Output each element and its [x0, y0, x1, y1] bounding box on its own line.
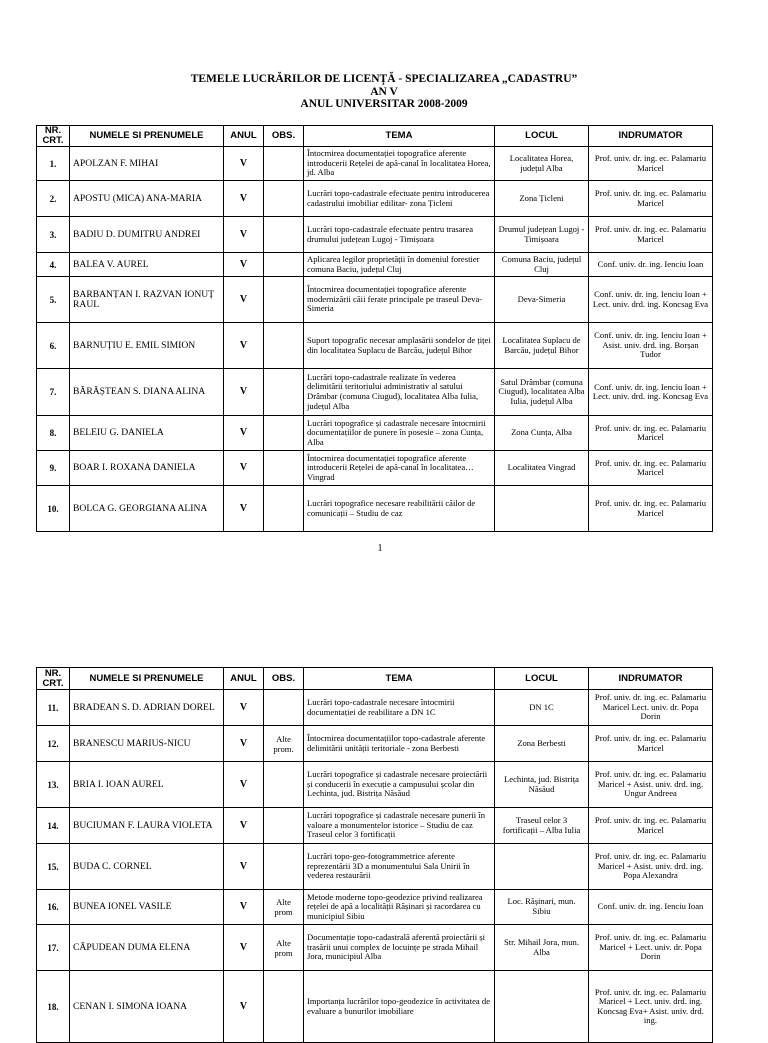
row-anul: V [224, 217, 264, 253]
row-anul: V [224, 147, 264, 181]
header-obs: OBS. [264, 126, 304, 147]
table-row [37, 147, 713, 181]
row-name: BOAR I. ROXANA DANIELA [70, 451, 224, 486]
row-name: BUNEA IONEL VASILE [70, 890, 224, 925]
row-obs [264, 181, 304, 217]
header-indrumator: INDRUMATOR [589, 126, 713, 147]
row-obs [264, 147, 304, 181]
row-obs: Alte prom. [264, 726, 304, 762]
row-tema: Lucrări topo-cadastrale efectuate pentru introducerea cadastrului imobiliar edilitar- zona Țicleni [304, 181, 495, 217]
row-locul: Satul Drâmbar (comuna Ciugud), localitatea Alba Iulia, județul Alba [495, 369, 589, 416]
row-tema: Metode moderne topo-geodezice privind realizarea rețelei de apă a localității Rășinari și racordarea cu municipiul Sibiu [304, 890, 495, 925]
table-row [37, 253, 713, 277]
row-nr: 2. [37, 181, 70, 217]
row-anul: V [224, 277, 264, 323]
row-name: APOLZAN F. MIHAI [70, 147, 224, 181]
row-anul: V [224, 323, 264, 369]
row-locul: Loc. Rășinari, mun. Sibiu [495, 890, 589, 925]
row-nr: 1. [37, 147, 70, 181]
row-locul: Deva-Simeria [495, 277, 589, 323]
row-tema: Întocmirea documentațiilor topo-cadastrale aferente delimitării unității teritoriale - zona Berbesti [304, 726, 495, 762]
row-anul: V [224, 369, 264, 416]
header-obs: OBS. [264, 668, 304, 690]
row-name: BELEIU G. DANIELA [70, 416, 224, 451]
row-locul: Localitatea Suplacu de Barcău, județul Bihor [495, 323, 589, 369]
row-anul: V [224, 690, 264, 726]
row-tema: Lucrări topo-cadastrale necesare întocmirii documentației de reabilitare a DN 1C [304, 690, 495, 726]
row-locul: Localitatea Vingrad [495, 451, 589, 486]
row-obs [264, 971, 304, 1043]
header-nr: NR. CRT. [37, 668, 70, 690]
row-obs [264, 323, 304, 369]
row-locul [495, 486, 589, 532]
header-indrumator: INDRUMATOR [589, 668, 713, 690]
table-row [37, 890, 713, 925]
row-locul [495, 844, 589, 890]
header-locul: LOCUL [495, 668, 589, 690]
table-row [37, 217, 713, 253]
row-anul: V [224, 486, 264, 532]
row-indrumator: Prof. univ. dr. ing. ec. Palamariu Maricel [589, 217, 713, 253]
row-anul: V [224, 808, 264, 844]
row-locul: DN 1C [495, 690, 589, 726]
row-tema: Întocmirea documentației topografice aferente introducerii Rețelei de apă-canal în localitatea Horea, jd. Alba [304, 147, 495, 181]
row-nr: 10. [37, 486, 70, 532]
row-tema: Lucrări topografice și cadastrale necesare proiectării și conducerii în execuție a campusului școlar din Lechinta, jud. Bistrița Năsăud [304, 762, 495, 808]
row-indrumator: Prof. univ. dr. ing. ec. Palamariu Maricel [589, 486, 713, 532]
row-nr: 8. [37, 416, 70, 451]
row-nr: 7. [37, 369, 70, 416]
row-anul: V [224, 762, 264, 808]
row-indrumator: Prof. univ. dr. ing. ec. Palamariu Maricel + Asist. univ. drd. ing. Ungur Andreea [589, 762, 713, 808]
page-number: 1 [377, 543, 383, 554]
row-nr: 6. [37, 323, 70, 369]
row-obs: Alte prom [264, 925, 304, 971]
title-line-1: TEMELE LUCRĂRILOR DE LICENȚĂ - SPECIALIZAREA „CADASTRU” [190, 73, 578, 85]
row-anul: V [224, 726, 264, 762]
row-anul: V [224, 181, 264, 217]
row-obs [264, 217, 304, 253]
header-name: NUMELE SI PRENUMELE [70, 668, 224, 690]
header-locul: LOCUL [495, 126, 589, 147]
row-locul: Lechinta, jud. Bistrița Năsăud [495, 762, 589, 808]
row-tema: Întocmirea documentației topografice aferente modernizării căii ferate principale pe traseul Deva-Simeria [304, 277, 495, 323]
row-indrumator: Prof. univ. dr. ing. ec. Palamariu Maricel [589, 451, 713, 486]
row-tema: Suport topografic necesar amplasării sondelor de țiței din localitatea Suplacu de Barcău, județul Bihor [304, 323, 495, 369]
row-nr: 14. [37, 808, 70, 844]
row-indrumator: Prof. univ. dr. ing. ec. Palamariu Maricel [589, 808, 713, 844]
row-name: BALEA V. AUREL [70, 253, 224, 277]
row-locul [495, 971, 589, 1043]
row-obs [264, 808, 304, 844]
row-nr: 9. [37, 451, 70, 486]
row-nr: 12. [37, 726, 70, 762]
table-row [37, 690, 713, 726]
header-tema: TEMA [304, 126, 495, 147]
row-indrumator: Prof. univ. dr. ing. ec. Palamariu Maricel + Lect. univ. dr. Popa Dorin [589, 925, 713, 971]
row-name: BRIA I. IOAN AUREL [70, 762, 224, 808]
row-anul: V [224, 844, 264, 890]
row-anul: V [224, 451, 264, 486]
row-anul: V [224, 416, 264, 451]
row-locul: Zona Cunța, Alba [495, 416, 589, 451]
row-indrumator: Prof. univ. dr. ing. ec. Palamariu Maricel + Asist. univ. drd. ing. Popa Alexandra [589, 844, 713, 890]
row-obs: Alte prom [264, 890, 304, 925]
table-row [37, 323, 713, 369]
row-locul: Drumul județean Lugoj - Timișoara [495, 217, 589, 253]
row-tema: Lucrări topografice necesare reabilitării căilor de comunicații – Studiu de caz [304, 486, 495, 532]
thesis-table-page-2 [36, 667, 713, 1043]
row-indrumator: Prof. univ. dr. ing. ec. Palamariu Maricel [589, 181, 713, 217]
row-tema: Aplicarea legilor proprietății în domeniul forestier comuna Baciu, județul Cluj [304, 253, 495, 277]
row-indrumator: Prof. univ. dr. ing. ec. Palamariu Maricel Lect. univ. dr. Popa Dorin [589, 690, 713, 726]
row-obs [264, 762, 304, 808]
table-row [37, 925, 713, 971]
row-nr: 16. [37, 890, 70, 925]
row-indrumator: Conf. univ. dr. ing. Ienciu Ioan [589, 890, 713, 925]
title-line-3: ANUL UNIVERSITAR 2008-2009 [300, 98, 468, 110]
table-row [37, 971, 713, 1043]
header-anul: ANUL [224, 126, 264, 147]
row-nr: 3. [37, 217, 70, 253]
row-tema: Documentație topo-cadastrală aferentă proiectării și trasării unui complex de locuințe pe strada Mihail Jora, municipiul Alba [304, 925, 495, 971]
row-tema: Lucrări topografice și cadastrale necesare întocmirii documentațiilor de punere în posesie – zona Cunța, Alba [304, 416, 495, 451]
row-obs [264, 451, 304, 486]
row-anul: V [224, 890, 264, 925]
table-row [37, 369, 713, 416]
row-anul: V [224, 925, 264, 971]
header-anul: ANUL [224, 668, 264, 690]
row-name: BUDA C. CORNEL [70, 844, 224, 890]
row-obs [264, 690, 304, 726]
table-row [37, 416, 713, 451]
row-locul: Localitatea Horea, județul Alba [495, 147, 589, 181]
row-indrumator: Conf. univ. dr. ing. Ienciu Ioan [589, 253, 713, 277]
row-indrumator: Conf. univ. dr. ing. Ienciu Ioan + Asist. univ. drd. ing. Borșan Tudor [589, 323, 713, 369]
row-indrumator: Conf. univ. dr. ing. Ienciu Ioan + Lect. univ. drd. ing. Koncsag Eva [589, 369, 713, 416]
row-obs [264, 486, 304, 532]
row-nr: 4. [37, 253, 70, 277]
row-anul: V [224, 253, 264, 277]
thesis-table-page-1 [36, 125, 713, 532]
row-tema: Lucrări topografice și cadastrale necesare punerii în valoare a monumentelor istorice – Studiu de caz Traseul celor 3 fortificații [304, 808, 495, 844]
row-name: BARNUȚIU E. EMIL SIMION [70, 323, 224, 369]
title-line-2: AN V [370, 85, 398, 98]
row-locul: Comuna Baciu, județul Cluj [495, 253, 589, 277]
row-nr: 17. [37, 925, 70, 971]
table-row [37, 726, 713, 762]
row-name: BARBANȚAN I. RAZVAN IONUȚ RAUL [70, 277, 224, 323]
row-name: CĂPUDEAN DUMA ELENA [70, 925, 224, 971]
table-row [37, 451, 713, 486]
header-tema: TEMA [304, 668, 495, 690]
row-obs [264, 416, 304, 451]
table-row [37, 762, 713, 808]
row-indrumator: Prof. univ. dr. ing. ec. Palamariu Maricel [589, 726, 713, 762]
row-nr: 15. [37, 844, 70, 890]
row-name: BADIU D. DUMITRU ANDREI [70, 217, 224, 253]
row-tema: Lucrări topo-cadastrale efectuate pentru trasarea drumului județean Lugoj - Timișoara [304, 217, 495, 253]
row-name: APOSTU (MICA) ANA-MARIA [70, 181, 224, 217]
row-nr: 5. [37, 277, 70, 323]
header-name: NUMELE SI PRENUMELE [70, 126, 224, 147]
row-name: BRADEAN S. D. ADRIAN DOREL [70, 690, 224, 726]
row-locul: Str. Mihail Jora, mun. Alba [495, 925, 589, 971]
row-tema: Lucrări topo-geo-fotogrammetrice aferente reprezentării 3D a monumentului Sala Unirii în vederea restaurării [304, 844, 495, 890]
document-title [0, 73, 768, 111]
header-row [37, 126, 713, 147]
row-nr: 18. [37, 971, 70, 1043]
row-name: BRANESCU MARIUS-NICU [70, 726, 224, 762]
row-locul: Zona Țicleni [495, 181, 589, 217]
row-obs [264, 369, 304, 416]
row-anul: V [224, 971, 264, 1043]
table-row [37, 486, 713, 532]
header-nr: NR. CRT. [37, 126, 70, 147]
row-indrumator: Conf. univ. dr. ing. Ienciu Ioan + Lect. univ. drd. ing. Koncsag Eva [589, 277, 713, 323]
table-row [37, 181, 713, 217]
row-indrumator: Prof. univ. dr. ing. ec. Palamariu Maricel + Lect. univ. drd. ing. Koncsag Eva+ Asist. univ. drd. ing. [589, 971, 713, 1043]
row-name: BUCIUMAN F. LAURA VIOLETA [70, 808, 224, 844]
row-name: BĂRĂȘTEAN S. DIANA ALINA [70, 369, 224, 416]
table-row [37, 808, 713, 844]
row-locul: Zona Berbesti [495, 726, 589, 762]
row-obs [264, 253, 304, 277]
table-row [37, 844, 713, 890]
row-locul: Traseul celor 3 fortificații – Alba Iulia [495, 808, 589, 844]
row-name: BOLCA G. GEORGIANA ALINA [70, 486, 224, 532]
row-nr: 13. [37, 762, 70, 808]
header-row [37, 668, 713, 690]
row-indrumator: Prof. univ. dr. ing. ec. Palamariu Maricel [589, 416, 713, 451]
row-tema: Importanța lucrărilor topo-geodezice în activitatea de evaluare a bunurilor imobiliare [304, 971, 495, 1043]
row-indrumator: Prof. univ. dr. ing. ec. Palamariu Maricel [589, 147, 713, 181]
row-tema: Lucrări topo-cadastrale realizate în vederea delimitării teritoriului administrativ al satului Drâmbar (comuna Ciugud), localitatea Alba Iulia, județul Alba [304, 369, 495, 416]
row-name: CENAN I. SIMONA IOANA [70, 971, 224, 1043]
row-obs [264, 844, 304, 890]
table-row [37, 277, 713, 323]
row-tema: Întocmirea documentației topografice aferente introducerii Rețelei de apă-canal în localitatea…Vingrad [304, 451, 495, 486]
row-obs [264, 277, 304, 323]
row-nr: 11. [37, 690, 70, 726]
